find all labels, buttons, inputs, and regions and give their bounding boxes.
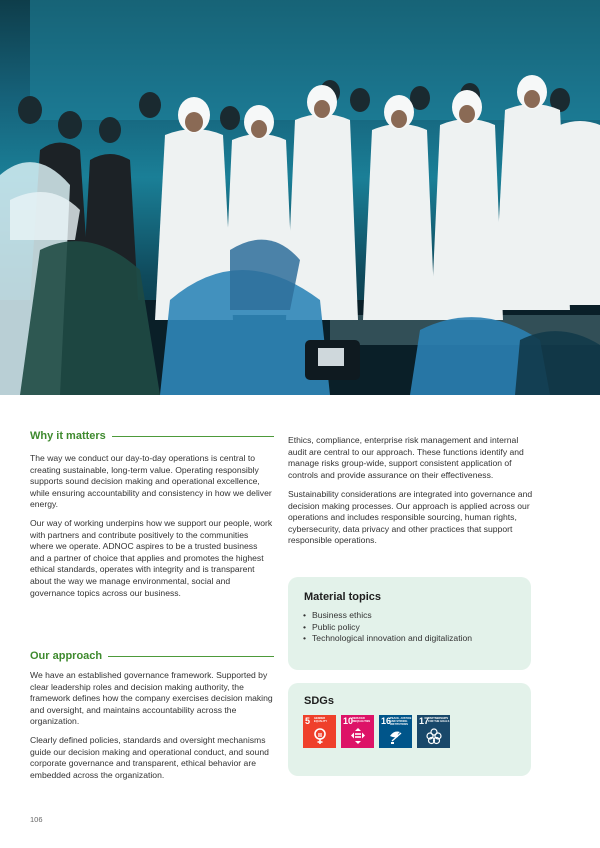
page-number: 106 — [30, 815, 43, 824]
right-paragraph-1: Ethics, compliance, enterprise risk management and internal audit are central to our approach. These functions identify and manage risks group-wide, support consistent application of controls and provide assurance on their effectiveness. — [288, 435, 524, 480]
heading-rule — [108, 656, 274, 657]
card-title: SDGs — [304, 695, 334, 707]
sdg-label: GENDER EQUALITY — [314, 717, 328, 723]
sdg-number: 17 — [419, 716, 430, 726]
sdg-16-tile — [379, 715, 412, 748]
sdg-10-tile — [341, 715, 374, 748]
peace-justice-icon — [388, 727, 404, 745]
approach-paragraph-2: Clearly defined policies, standards and oversight mechanisms guide our decision making and operational conduct, and sound corporate governance and transparent, ethical behavior are embedded across the organization. — [30, 735, 269, 780]
sdg-5-tile — [303, 715, 336, 748]
sdg-number: 10 — [343, 716, 354, 726]
sdg-label: PARTNERSHIPS FOR THE GOALS — [428, 717, 450, 723]
material-topics-list — [302, 610, 472, 645]
sdg-number: 16 — [381, 716, 392, 726]
why-paragraph-2: Our way of working underpins how we support our people, work with partners and contribute positively to the communities where we operate. ADNOC aspires to be a trusted business and a partner of choice that applies and promotes the highest ethical standards, operates with integrity and is transparent about the way we manage environmental, social and governance topics across our business. — [30, 518, 273, 598]
list-item: • Business ethics — [312, 610, 472, 622]
sdgs-card — [288, 683, 531, 776]
sdg-17-tile — [417, 715, 450, 748]
card-title: Material topics — [304, 591, 382, 603]
list-item: • Public policy — [312, 622, 472, 634]
hero-photo — [0, 0, 600, 395]
why-it-matters-heading — [30, 430, 274, 442]
reduced-inequalities-icon — [350, 727, 366, 745]
our-approach-heading — [30, 650, 274, 662]
heading-rule — [112, 436, 274, 437]
sdg-number: 5 — [305, 716, 311, 726]
why-paragraph-1: The way we conduct our day-to-day operations is central to creating sustainable, long-term value. Operating responsibly supports sound decision making and operational excellence, while ensuring accountability and consistency in how we deliver energy. — [30, 453, 272, 510]
right-paragraph-2: Sustainability considerations are integrated into governance and decision making processes. Our approach is applied across our operations and includes responsible sourcing, human rights, cybersecurity, data privacy and other practices that support responsible operations. — [288, 489, 533, 546]
gender-equality-icon — [312, 727, 328, 745]
partnerships-icon — [426, 727, 442, 745]
section-title: Our approach — [30, 650, 103, 662]
sdg-label: PEACE, JUSTICE AND STRONG INSTITUTIONS — [390, 717, 412, 726]
section-title: Why it matters — [30, 430, 106, 442]
sdg-label: REDUCED INEQUALITIES — [352, 717, 371, 723]
approach-paragraph-1: We have an established governance framework. Supported by clear leadership roles and decision making authority, the framework defines how the company exercises decision making and oversight, and maintains accountability across the organization. — [30, 670, 273, 727]
sdg-icons-row — [303, 715, 450, 748]
material-topics-card — [288, 577, 531, 670]
list-item: • Technological innovation and digitalization — [312, 633, 472, 645]
